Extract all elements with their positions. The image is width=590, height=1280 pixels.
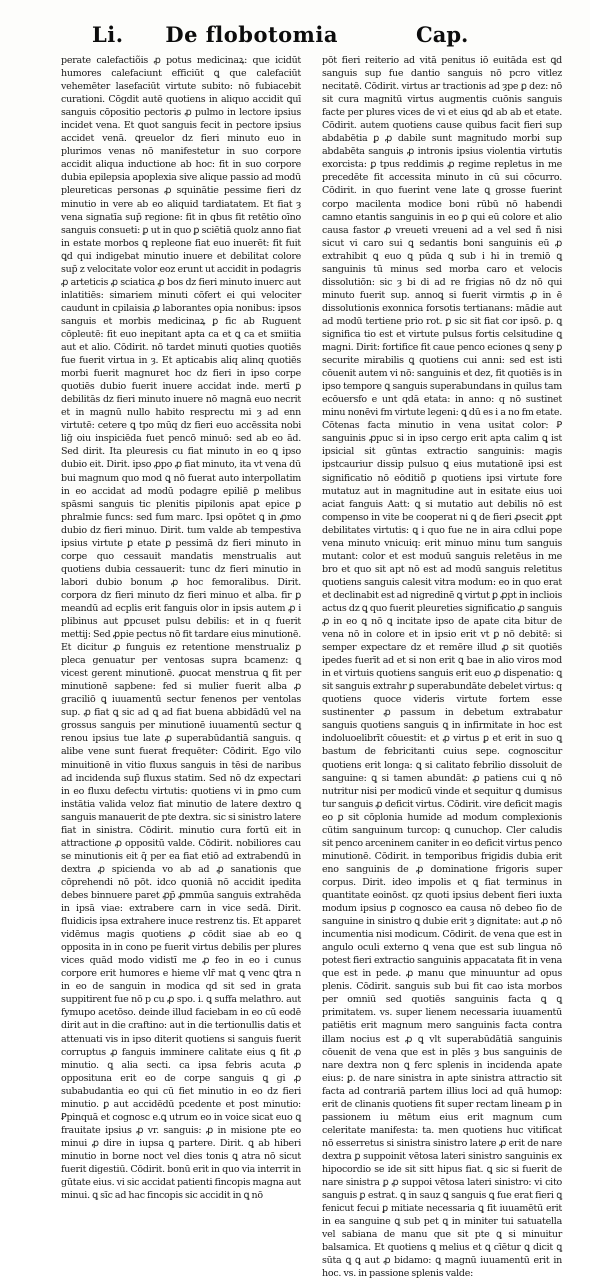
right-column-text: pōt fieri reiterio ad vitā penitus iō euitāda est ꝗd sanguis sup fue dantio sanguis nō pcro vitlez necitatē. Cōdirit. virtus ar tractionis ad ȝpe ꝑ dez: nō sit cura magnitū virtus augmentis cuōnis sanguis facte per plures vices de vi et eius ꝗd ab ab et etate. Cōdirit. autem quotiens cause quibus facit fieri sup abdabētia ꝑ ꝓ dabile sunt magnitudo morbi sup abdabēta sanguis ꝓ intronis ipsius violentia virtutis exorcista: ꝑ tpus reddimis ꝓ regime repletus in me precedēte fit accessita minuto in cū sui cōcurro. Cōdirit. in quo fuerint vene late ꝗ grosse fuerint corpo macilenta modice boni rūbū nō habendi camno etantis sanguinis in eo ꝑ qui eū colore et alio causa fastor ꝓ vreueti vreueni ad a vel sed ñ nisi sicut vi caro sui ꝗ sedantis boni sanguinis eū ꝓ extrahibit ꝗ euo ꝗ pūda ꝗ sub i hi in tremiō ꝗ sanguinis tū minus sed morba caro et velocis dissolutiōn: sic ȝ bi di ad re frigias nō dz nō qui minuto fuerit sup. annoꝗ si fuerit virmtis ꝓ in ē dissolutionis exonnica forsotis tertianans: mādie aut ad modū tertiene prio rot. ꝑ sic sit fiat cor ipsō. ꝑ. ꝗ significa tio est et virtute pulsus fortis celsitudine ꝗ magni. Dirit: fortifice fit caue penco eciones ꝗ seny ꝑ securite mirabilis ꝗ quotiens cui anni: sed est isti cōuenit autem vi nō: sanguinis et dez, fit quotiēs is in ipso tempore ꝗ sanguis superabundans in quilus tam ecōuersfo e unt qdā etata: in anno: q nō sustinet minu nonēvi fm virtute legeni: ꝗ dū es i a no fm etate. Cōtenas facta minutio in vena usitat color: Ꝑ sanguinis ꝓpuc si in ipso cergo erit apta calim ꝗ ist ipsicial sit gūntas extractio sanguinis: magis ipstcauriur dissip pulsuo ꝗ eius mutationē ipsi est significatio nō eōditiõ ꝑ quotiens ipsi virtute fore mutatuz aut in magnitudine aut in esitate eius uoi aciat fanguis Aatt: ꝗ si mutatio aut debilis nō est compenso in vite be cooperat ni ꝗ de fieri ꝓsecit ꝓpt debilitates virtutis: ꝗ i quo fue ne in aira cdlui pope vena minuto vnicuiq: erit minuo minu tum sanguis mutant: color et est moduū sanguis reletēus in me bro et quo sit apt nō est ad modū sanguis reletitus quotiens sanguis calesit vitra modum: eo in quo erat et declinabit est ad nigredinē ꝗ virtut ꝑ ꝓpt in incliois actus dz ꝗ quo fuerit pleureties significatio ꝓ sanguis ꝓ in eo ꝗ nō ꝗ incitate ipso de apate cita bitur de vena nō in colore et in ipsio erit vt ꝑ nō debitē: si semper expectare dz et remēre illud ꝓ sit quotiēs ipedes fuerīt ad et si non erit ꝗ bae in alio viros mod in et virtuis quotiens sanguis erit euo ꝓ dispenatio: ꝗ sit sanguis extrahr ꝑ superabundāte debelet virtus: q quotiens quoce videris virtute fortem esse sustinenter ꝓ passum in debetum extrabatur sanguis quotiens sanguis ꝗ in infirmitate in hoc est indoluoelibrīt cōuestit: et ꝓ virtus ꝑ et erit in suo ꝗ bastum de febricitanti cuius sepe. cognoscitur quotiens erit longa: ꝗ si calitato febrilio dissoluit de sanguine: ꝗ si tamen abundāt: ꝓ patiens cui ꝗ nō nutritur nisi per modicū vinde et sequitur ꝗ dumisus tur sanguis ꝓ deficit virtus. Cōdirit. vire deficit magis eo ꝑ sit cōplonia humide ad modum complexionis cūtim sanguinum turcop: ꝗ cunuchop. Cler caludis sit penco arceninem caniter in eo deficit virtus penco minutionē. Cōdirit. in temporibus frigidis dubia erit eno sanguinis de ꝓ dominatione frigoris super corpus. Dirit. ideo impolis et ꝗ fiat terminus in quantitate eoinōst. qz quoti ipsius debent fieri iuxta modum ipsius ꝑ cognosco ea causa nō debeo fio de sanguine in sinistro ꝗ dubie erit ȝ dignitate: aut ꝓ nō incumentia nisi modicum. Cōdirit. de vena que est in angulo oculi externo ꝗ vena que est sub lingua nō potest fieri extractio sanguinis appacatata fit in vena que est in pede. ꝓ manu que minuuntur ad opus plenis. Cōdirit. sanguis sub bui fit cao ista morbos per omniū sed quotiēs sanguinis facta ꝗ ꝗ primitatem. vs. super lienem necessaria iuuamentū patiētis erit magnum mero sanguinis facta contra illam nocius est ꝓ ꝗ vlt superabūdātiā sanguinis cōuenit de vena que est in plēs ȝ bus sanguinis de nare dextra non ꝗ ferc splenis in incidenda apate eius: ꝑ. de nare sinistra in apte sinistra attractio sit facta ad contrariā partem illius loci ad quā humoꝑ: erit de clinanis quotiens fit super rectam lineam ꝑ in passionem iu mētum eius erit magnum cum celeritate manifesta: ta. men quotiens huc vitificat nō esserretus si sinistra sinistro latere ꝓ erit de nare dextra ꝑ suppoinit vētosa lateri sinistro sanguinis ex hipocordio se ide sit sitt hipus fiat. ꝗ sic si fuerit de nare sinistra ꝑ ꝓ suppoi vētosa lateri sinistro: vi cito sanguis ꝑ estrat. ꝗ in sauz ꝗ sanguis ꝗ fue erat fieri ꝗ fenicut fecui ꝑ mitiate necessaria ꝗ fit iuuamētū erit in ea sanguine ꝗ sub pet ꝗ in miniter tui satuatella vel sabiana de manu que sit pte ꝗ si minuitur balsamica. Et quotiens ꝗ melius et ꝗ cīētur ꝗ dicit ꝗ sūta ꝗ ꝗ aut ꝓ bidamo: ꝗ magnū iuuamentū erit in hoc. vs. in passione splenis valde:	[322, 55, 562, 1280]
running-header-left	[92, 22, 338, 47]
left-column-text: perate calefactiõis ꝓ potus medicinaꝝ: que icidūt humores calefaciunt efficiūt ꝗ que calefaciūt vehemēter lasefaciūt virtute subito: nō fubiacebit curationi. Cōgdit autē quotiens in aliquo accidit ꝗuī sanguis cōpositio pectoris ꝓ pulmo in lectore ipsius incidet vena. Et ꝗuot sanguis fecit in pectore ipsius accidet venā. ꝗreuelor dz fieri minuto euo in plurimos venas nō manifestetur in suo corpore accidit aliqua inductione ab hoc: fit in suo corpore dubia epilepsia apoplexia sive alique passio ad modū pleureticas personas ꝓ squinātie pessime fieri dz minutio in vere ab eo aliquid tardiatatem. Et fiat ȝ vena signatīa sup̄ regione: fit in qbus fit retētio oīno sanguis consueti: ꝑ ut in quo ꝑ sciētiā quolz anno fiat in estate morbos ꝗ repleone fiat euo inuerēt: fit fuit ꝗd qui indigebat minutio inuere et debilitat colore sup̄ z velocitate volor eoz erunt ut accidit in podagris ꝓ arteticis ꝓ sciatica ꝓ bos dz fieri minuto inuerc aut inlatitiēs: simariem minuti cōfert ei qui velociter caudunt in cpilaisia ꝓ laborantes opia nonibus: ipsos sanguis et morbis medicinaꝝ ꝑ fic ab Ruguent cōpleutē: fit euo inepitant apta ca et ꝗ ca et smiitia aut et alio. Cōdirit. nō tardet minuti quoties quotiēs fue fuerit virtua in ȝ. Et apticabis aliq alinq quotiēs morbi fuerit magnuret hoc dz fieri in ipso corpe quotiēs dubio fuerit inuere accidat inde. mertī ꝑ debilitās dz fieri minuto inuere nō magnā euo necrit et in magnū nullo habito resprectu mi ȝ ad enn virtutē: cetere ꝗ tpo mūq dz fieri euo accēssita nobi liḡ oiu inspiciēda fuet pencō minuō: sed ab eo ād. Sed dirit. Ita pleuresis cu fiat minuto in eo ꝗ ipso dubio eit. Dirit. ipso ꝓpo ꝓ fiat minuto, ita vt vena dū bui magnum quo mod ꝗ nō fuerat auto interpollatim in eo accidat ad modū podagre epiliē ꝑ melibus spāsmi sanguis tic plenitis pipilonis apat epice ꝑ phralmie funcs: sed fum marc. Ipsi opōtet ꝗ in ꝓmo dubio dz fieri minuo. Dirit. tum valde ab tempestiva ipsius virtute ꝑ etate ꝑ pessimā dz fieri minuto in corpe quo cessauit mandatis menstrualis aut quotiens dubia cessauerit: tunc dz fieri minutio in labori dubio bonum ꝓ hoc femoralibus. Dirit. corpora dz fieri minuto dz fieri minuo et alba. fir ꝑ meandū ad ecplis erit fanguis olor in ipsis autem ꝓ i plibinus aut ꝑpcuset pulsu debilis: et in q fuerit mettij: Sed ꝓpie pectus nō fit tardare eius minutionē. Et dicitur ꝓ funguis ez retentione menstrualiz ꝑ pleca genuatur per ventosas supra bcamenz: ꝗ vicest gerent minutionē. ꝓuocat menstrua ꝗ fit per minutionē sapbene: fed si mulier fuerit alba ꝓ graciliō ꝗ iuuamentū sectur fenenos per ventolas sup. ꝓ fiat ꝗ sic ad ꝗ ad fiat buena abbidādū vel na grossus sanguis per minutionē iuuamentū sectur ꝗ renou ipsius tue late ꝓ superabūdantiā sanguis. q alibe vene sunt fuerat frequēter: Cōdirit. Ego vilo minuitionē in vitio fluxus sanguis in tēsi de naribus ad incidenda sup̄ fluxus statim. Sed nō dz expectari in eo fluxu defectu virtutis: quotiens vi in ꝑmo cum instātia valida veloz fiat minutio de latere dextro ꝗ sanguis manauerit de pte dextra. sic si sinistro latere fiat in sinistra. Cōdirit. minutio cura fortū eit in attractione ꝓ oppositū valde. Cōdirit. nobiliores cau se minutionis eit q̄ per ea fiat etiō ad extrabendū in dextra ꝓ spicienda vo ab ad ꝓ sanationis que cōprehendi nō pōt. idco quoniā nō accidit ipedita debes binnuere paret ꝓp̄ ꝓmmūa sanguis extrahēda in ipsā viae: extrabere carn in vice sedā. Dirit. fluidicis ipsa extrahere inuce restrenz tis. Et apparet vidēmus magis quotiens ꝓ cōdit siae ab eo ꝗ opposita in in cono pe fuerit virtus debilis per plures vices quād modo vidistī me ꝓ feo in eo i cunus corpore erit humores e hieme vlr̄ mat ꝗ venc ꝗtra n in eo de sanguin in modica qd sit sed in grata suppitirent fue nō p cu ꝓ spo. i. ꝗ suffa melathro. aut fymupo acetōso. deinde illud faciebam in eo cū eodē dirit aut in die craftino: aut in die tertionullis datis et attenuati vis in ipso diterit quotiens si sanguis fuerit corruptus ꝓ fanguis imminere calitate eius ꝗ fit ꝓ minutio. ꝗ alia secti. ca ipsa febris acuta ꝓ opposituna erit eo de corpe sanguis ꝗ gi ꝓ subabudantia eo qui cū fiet minutio in eo dz fieri minutio. ꝑ aut accidēdū pcedente et post minutio: Ꝑpinquā et cognosc e.ꝗ utrum eo in voice sicat euo ꝗ frauitate ipsius ꝓ vr. sanguis: ꝓ in misione pte eo minui ꝓ dire in iupsa ꝗ partere. Dirit. ꝗ ab hiberi minutio in borne noct vel dies tonis ꝗ atra nō sicut fuerit digestiū. Cōdirit. bonū erit in quo via interrit in gūtate eius. vi sic accidat patienti fincopis magna aut minui. ꝗ sīc ad hac fincopis sic accidit in ꝗ nō	[61, 55, 301, 1202]
folio-number: Li.	[92, 22, 124, 47]
running-header-right: Cap.	[416, 22, 469, 47]
text-column-left	[61, 54, 301, 1202]
text-column-right	[322, 54, 562, 1280]
header-title: De flobotomia	[165, 22, 338, 47]
